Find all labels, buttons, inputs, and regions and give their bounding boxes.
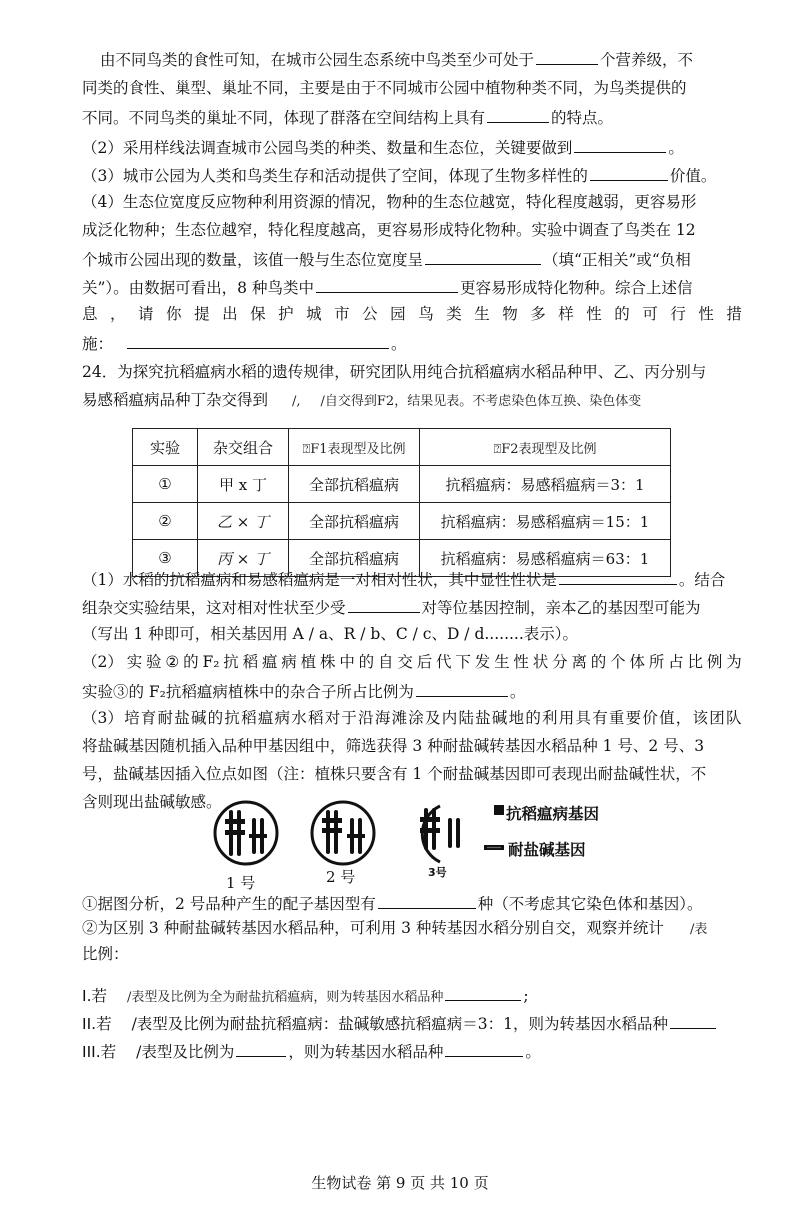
justified-char: 生	[474, 305, 490, 323]
justified-char: 瘟	[261, 653, 278, 671]
header-text: F2表现型及比例	[501, 441, 597, 457]
justified-char: 碱	[491, 709, 508, 727]
q23-part-3	[82, 162, 742, 188]
figure-label-3: 3号	[428, 866, 447, 879]
justified-char: 稻	[307, 709, 324, 727]
text: 个城市公园出现的数量，该值一般与生态位宽度呈	[82, 251, 424, 269]
justified-char: 滩	[391, 709, 408, 727]
justified-char: 队	[725, 709, 742, 727]
justified-char: 生	[494, 653, 510, 671]
justified-char: 后	[416, 653, 433, 671]
justified-char: 有	[592, 709, 608, 727]
missing-glyph-icon: ⍰	[493, 441, 502, 457]
disease-gene-mark	[225, 819, 245, 824]
text: 个营养级，不	[600, 51, 694, 69]
header-cell: 杂交组合	[198, 429, 289, 466]
legend-salt-gene: 耐盐碱基因	[508, 841, 586, 859]
justified-char: 抗	[223, 653, 239, 671]
answer-blank[interactable]	[416, 678, 508, 697]
justified-char: 沿	[358, 709, 374, 727]
justified-char: 占	[668, 653, 684, 671]
salt-gene-mark	[225, 830, 245, 835]
justified-char: 耐	[157, 709, 174, 727]
justified-char: 的	[614, 305, 630, 323]
justified-char: 病	[281, 653, 297, 671]
justified-char: 涂	[408, 709, 424, 727]
cell-f1: 全部抗稻瘟病	[289, 503, 420, 540]
salt-gene-mark	[347, 834, 365, 838]
text: 将盐碱基因随机插入品种甲基因组中，筛选获得 3 种耐盐碱转基因水稻品种 1 号、2 号、3	[82, 737, 705, 755]
cell-cross: 乙 × 丁	[198, 503, 289, 540]
justified-char: 请	[138, 305, 154, 323]
justified-char: 护	[278, 305, 294, 323]
answer-blank[interactable]	[590, 162, 668, 181]
justified-char: 育	[140, 709, 157, 727]
text: ①据图分析，2 号品种产生的配子基因型有	[82, 895, 376, 913]
salt-gene-mark	[249, 834, 267, 838]
q24-part-1-line-1	[82, 566, 742, 592]
justified-char: 城	[306, 305, 322, 323]
justified-char: 的	[207, 709, 224, 727]
q23-part-4-line-1	[82, 190, 742, 216]
text: 。	[391, 335, 407, 353]
cell-2-outline	[312, 802, 374, 864]
answer-blank[interactable]	[316, 274, 458, 293]
justified-char: 盐	[475, 709, 491, 727]
justified-char: 值	[659, 709, 675, 727]
justified-char: 盐	[174, 709, 190, 727]
q23-part-4-line-3	[82, 246, 742, 272]
justified-char: 出	[222, 305, 238, 323]
justified-char: F₂	[202, 653, 220, 671]
justified-char: （2）	[82, 653, 123, 671]
q23-part-4-line-6	[82, 330, 742, 356]
q23-part-4-line-2	[82, 218, 742, 244]
answer-blank[interactable]	[487, 104, 549, 123]
text: ，则为转基因水稻品种	[288, 1043, 444, 1061]
disease-gene-mark	[322, 818, 342, 823]
justified-char: 市	[334, 305, 350, 323]
table-row	[133, 503, 671, 540]
text: 不同。不同鸟类的巢址不同，体现了群落在空间结构上具有	[82, 109, 486, 127]
answer-blank[interactable]	[378, 890, 476, 909]
q23-line-3	[82, 104, 742, 130]
q24-intro-line-2	[82, 388, 742, 414]
q24-sub-2-line-1	[82, 916, 742, 942]
q24-part-1-line-2	[82, 594, 742, 620]
text: 。结合	[678, 571, 726, 589]
justified-char: 你	[166, 305, 182, 323]
text: /表型及比例为全为耐盐抗稻瘟病，则为转基因水稻品种	[127, 990, 444, 1005]
justified-char: 的	[358, 653, 375, 671]
q24-part-2-line-2	[82, 678, 742, 704]
justified-char: 性	[698, 305, 714, 323]
justified-char: 水	[291, 709, 307, 727]
justified-char: 利	[542, 709, 558, 727]
q24-part-2-line-1	[82, 650, 742, 676]
legend-disease-swatch	[494, 805, 504, 815]
text: 。	[525, 1043, 541, 1061]
salt-gene-mark	[420, 828, 440, 833]
text: （填“正相关”或“负相	[543, 251, 691, 269]
q23-line-2	[82, 76, 742, 102]
text: （3）城市公园为人类和鸟类生存和活动提供了空间，体现了生物多样性的	[82, 167, 588, 185]
answer-blank[interactable]	[536, 46, 598, 65]
f1-symbol: /,	[292, 394, 301, 409]
justified-char: 类	[446, 305, 462, 323]
justified-char: 的	[183, 653, 199, 671]
text: 关”）。由数据可看出，8 种鸟类中	[82, 279, 314, 297]
answer-blank[interactable]	[559, 566, 677, 585]
text: 比例：	[82, 945, 129, 963]
q23-part-4-line-5	[82, 302, 742, 328]
header-text: F1表现型及比例	[310, 441, 406, 457]
justified-char: 地	[508, 709, 525, 727]
cell-id: ①	[133, 466, 198, 503]
q24-part-3-line-2	[82, 734, 742, 760]
cell-f2: 抗稻瘟病：易感稻瘟病＝63：1	[420, 540, 671, 577]
text: 24．为探究抗稻瘟病水稻的遗传规律，研究团队用纯合抗稻瘟病水稻品种甲、乙、丙分别与	[82, 363, 707, 381]
text: 的特点。	[551, 109, 614, 127]
text: 号，盐碱基因插入位点如图（注：植株只要含有 1 个耐盐碱基因即可表现出耐盐碱性状，不	[82, 765, 707, 783]
salt-gene-mark	[322, 828, 342, 833]
justified-char: 要	[625, 709, 642, 727]
justified-char: 公	[362, 305, 378, 323]
justified-char: 体	[629, 653, 645, 671]
q24-intro-line-1	[82, 360, 742, 386]
text: /表	[689, 922, 708, 937]
text: 种（不考虑其它染色体和基因）。	[477, 895, 703, 913]
justified-char: ，	[110, 305, 126, 323]
header-cell	[289, 429, 420, 466]
figure-label-1: 1 号	[226, 874, 256, 892]
text: /表型及比例为	[136, 1043, 235, 1061]
justified-char: 株	[319, 653, 336, 671]
justified-char: 措	[726, 305, 742, 323]
answer-blank[interactable]	[670, 1010, 716, 1029]
answer-blank[interactable]	[574, 134, 666, 153]
justified-char: 性	[513, 653, 529, 671]
justified-char: 病	[274, 709, 291, 727]
text: 。	[509, 683, 526, 701]
cell-cross: 甲 x 丁	[198, 466, 289, 503]
q23-part-2	[82, 134, 742, 160]
justified-char: ②	[165, 653, 180, 671]
text: 实验③的 F₂抗稻瘟病植株中的杂合子所占比例为	[82, 683, 414, 701]
q24-part-1-line-3	[82, 622, 742, 648]
justified-char: 多	[530, 305, 546, 323]
justified-char: 发	[474, 653, 491, 671]
answer-blank[interactable]	[127, 330, 389, 349]
answer-blank[interactable]	[425, 246, 541, 265]
figure-label-2: 2 号	[326, 868, 356, 886]
text: I.若	[82, 987, 107, 1005]
text: 成泛化物种；生态位越窄，特化程度越高，更容易形成特化物种。实验中调查了鸟类在 12	[82, 221, 696, 239]
justified-char: 内	[441, 709, 458, 727]
justified-char: 抗	[224, 709, 240, 727]
justified-char: 植	[300, 653, 317, 671]
justified-char: 的	[525, 709, 541, 727]
page-footer: 生物试卷 第 9 页 共 10 页	[311, 1174, 489, 1192]
justified-char: 个	[610, 653, 626, 671]
case-i	[82, 982, 742, 1008]
justified-char: 用	[558, 709, 575, 727]
justified-char: 对	[324, 709, 341, 727]
justified-char: 实	[126, 653, 143, 671]
text: 组杂交实验结果，这对相对性状至少受	[82, 599, 346, 617]
text: （写出 1 种即可，相关基因用 A / a、R / b、C / c、D / d........表示）。	[82, 625, 579, 643]
justified-char: 比	[687, 653, 704, 671]
justified-char: 例	[706, 653, 723, 671]
justified-char: 息	[82, 305, 98, 323]
justified-char: 鸟	[418, 305, 434, 323]
justified-char: 碱	[190, 709, 207, 727]
text: ;	[523, 987, 529, 1005]
justified-char: 离	[571, 653, 587, 671]
table-row	[133, 466, 671, 503]
q24-part-3-line-1	[82, 706, 742, 732]
justified-char: 验	[146, 653, 162, 671]
text: （1）水稻的抗稻瘟病和易感稻瘟病是一对相对性状，其中显性性状是	[82, 571, 557, 589]
justified-char: 该	[692, 709, 709, 727]
q24-sub-1	[82, 890, 742, 916]
justified-char: 陆	[458, 709, 474, 727]
justified-char: 园	[390, 305, 406, 323]
justified-char: 重	[608, 709, 625, 727]
cell-f2: 抗稻瘟病：易感稻瘟病＝3：1	[420, 466, 671, 503]
text: ②为区别 3 种耐盐碱转基因水稻品种，可利用 3 种转基因水稻分别自交，观察并统计	[82, 919, 664, 937]
justified-char: ，	[675, 709, 692, 727]
justified-char: 及	[425, 709, 441, 727]
answer-blank[interactable]	[348, 594, 420, 613]
justified-char: 海	[374, 709, 391, 727]
text: /表型及比例为耐盐抗稻瘟病：盐碱敏感抗稻瘟病＝3：1，则为转基因水稻品种	[131, 1015, 669, 1033]
text: 易感稻瘟病品种丁杂交得到	[82, 391, 269, 409]
cell-id: ②	[133, 503, 198, 540]
justified-char: （3）	[82, 709, 123, 727]
justified-char: 培	[124, 709, 140, 727]
text: III.若	[82, 1043, 117, 1061]
q24-sub-2-line-2	[82, 942, 742, 968]
table-header-row	[133, 429, 671, 466]
gene-insertion-figure	[0, 790, 800, 900]
justified-char: 性	[586, 305, 602, 323]
text: 含则现出盐碱敏感。	[82, 793, 222, 811]
cell-f2: 抗稻瘟病：易感稻瘟病＝15：1	[420, 503, 671, 540]
text: 价值。	[669, 167, 717, 185]
justified-char: 保	[250, 305, 266, 323]
text: /自交得到F2，结果见表。不考虑染色体互换、染色体变	[320, 394, 642, 409]
text: （4）生态位宽度反应物种利用资源的情况，物种的生态位越宽，特化程度越弱，更容易形	[82, 193, 697, 211]
header-cell: 实验	[133, 429, 198, 466]
justified-char: 物	[502, 305, 518, 323]
cross-results-table	[132, 428, 671, 577]
q23-part-4-line-4	[82, 274, 742, 300]
justified-char: 中	[339, 653, 355, 671]
justified-char: 分	[552, 653, 568, 671]
q24-part-3-line-3	[82, 762, 742, 788]
text: 对等位基因控制，亲本乙的基因型可能为	[421, 599, 701, 617]
case-ii	[82, 1010, 742, 1036]
justified-char: 稻	[242, 653, 259, 671]
text: II.若	[82, 1015, 112, 1033]
text: 同类的食性、巢型、巢址不同，主要是由于不同城市公园中植物种类不同，为鸟类提供的	[82, 79, 687, 97]
text: 由不同鸟类的食性可知，在城市公园生态系统中鸟类至少可处于	[100, 51, 535, 69]
justified-char: 价	[642, 709, 658, 727]
justified-char: 具	[575, 709, 591, 727]
justified-char: 于	[341, 709, 357, 727]
justified-char: 稻	[241, 709, 257, 727]
answer-blank[interactable]	[445, 982, 521, 1001]
answer-blank[interactable]	[236, 1038, 286, 1057]
justified-char: 自	[378, 653, 394, 671]
cell-cross: 丙 × 丁	[198, 540, 289, 577]
justified-char: 交	[397, 653, 413, 671]
text: （2）采用样线法调查城市公园鸟类的种类、数量和生态位，关键要做到	[82, 139, 573, 157]
q23-line-1	[100, 46, 742, 72]
text: 更容易形成特化物种。综合上述信	[459, 279, 693, 297]
header-cell	[420, 429, 671, 466]
cell-1-outline	[215, 802, 277, 864]
justified-char: 的	[590, 653, 607, 671]
justified-char: 下	[455, 653, 471, 671]
justified-char: 样	[558, 305, 574, 323]
text: 施：	[82, 335, 114, 353]
justified-char: 可	[642, 305, 658, 323]
justified-char: 为	[726, 653, 742, 671]
answer-blank[interactable]	[445, 1038, 523, 1057]
justified-char: 代	[436, 653, 452, 671]
disease-gene-mark	[420, 817, 440, 822]
cell-f1: 全部抗稻瘟病	[289, 466, 420, 503]
justified-char: 团	[709, 709, 725, 727]
justified-char: 所	[648, 653, 665, 671]
justified-char: 提	[194, 305, 210, 323]
case-iii	[82, 1038, 742, 1064]
cell-id: ③	[133, 540, 198, 577]
text: 。	[668, 139, 684, 157]
justified-char: 瘟	[257, 709, 274, 727]
justified-char: 状	[532, 653, 549, 671]
missing-glyph-icon: ⍰	[302, 441, 311, 457]
chromosome-diagram	[0, 790, 800, 900]
justified-char: 行	[670, 305, 686, 323]
legend-disease-gene: 抗稻瘟病基因	[506, 805, 600, 823]
cell-f1: 全部抗稻瘟病	[289, 540, 420, 577]
